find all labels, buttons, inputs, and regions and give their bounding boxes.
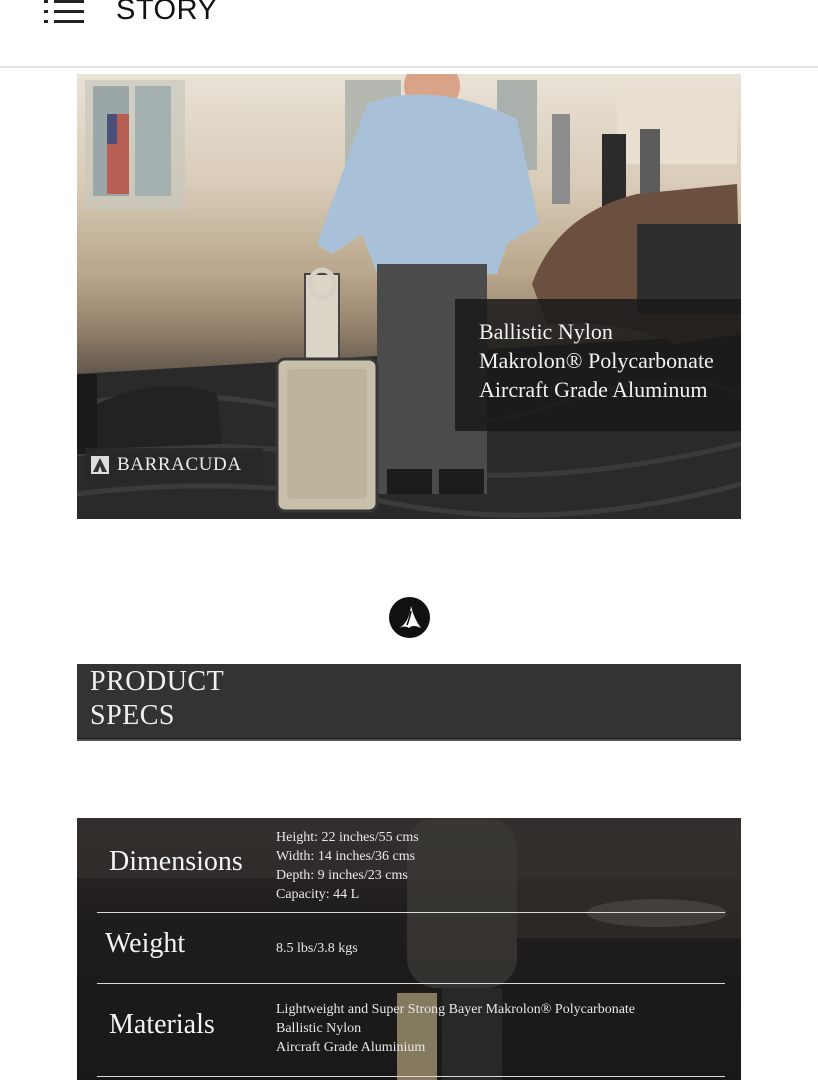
- barracuda-logo-icon: [91, 456, 109, 474]
- brand-watermark: [85, 448, 263, 482]
- spec-value-materials: Lightweight and Super Strong Bayer Makrolon® Polycarbonate Ballistic Nylon Aircraft Grade Aluminium: [276, 1002, 636, 1055]
- spec-label-weight: Weight: [105, 928, 186, 959]
- spec-divider: [97, 983, 725, 984]
- spec-divider: [97, 912, 725, 913]
- caption-line: Ballistic Nylon: [479, 319, 613, 344]
- product-specs-heading: [77, 664, 741, 741]
- menu-list-icon[interactable]: [44, 0, 86, 28]
- specs-table: [77, 818, 741, 1080]
- caption-line: Makrolon® Polycarbonate: [479, 348, 714, 373]
- spec-label-materials: Materials: [109, 1009, 215, 1040]
- spec-divider: [97, 1076, 725, 1077]
- hero-caption: [455, 299, 741, 431]
- spec-label-dimensions: Dimensions: [109, 846, 243, 877]
- top-header: [0, 0, 818, 68]
- divider: [77, 739, 741, 741]
- hero-image: [77, 74, 741, 519]
- heading-line-2: SPECS: [90, 700, 175, 731]
- caption-line: Aircraft Grade Aluminum: [479, 377, 708, 402]
- spec-value-dimensions: Height: 22 inches/55 cms Width: 14 inches/36 cms Depth: 9 inches/23 cms Capacity: 44 L: [276, 830, 419, 902]
- heading-line-1: PRODUCT: [90, 666, 225, 697]
- brand-name: BARRACUDA: [117, 454, 242, 475]
- barracuda-emblem-icon: [389, 597, 430, 638]
- spec-value-weight: 8.5 lbs/3.8 kgs: [276, 941, 358, 956]
- page-title: STORY: [116, 0, 218, 26]
